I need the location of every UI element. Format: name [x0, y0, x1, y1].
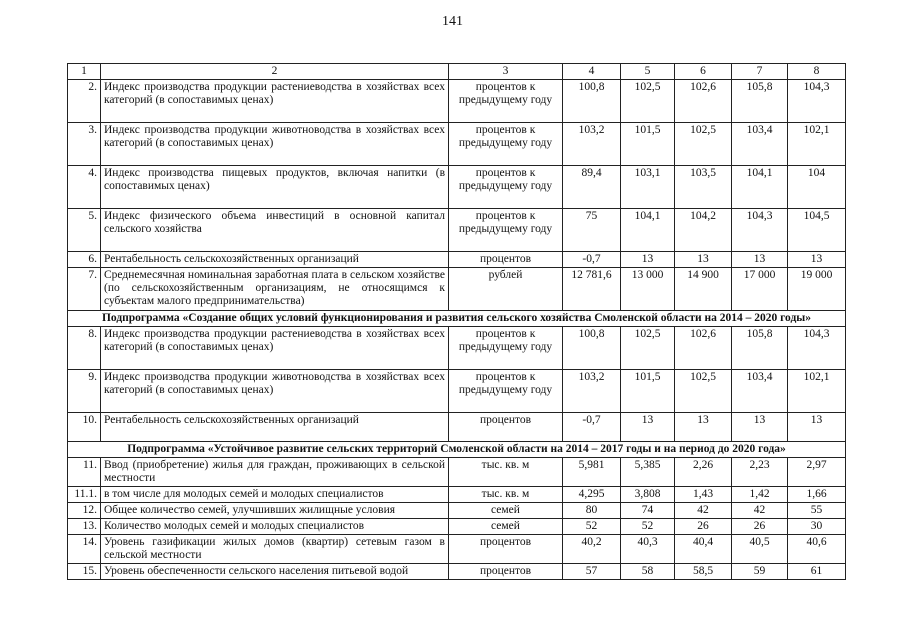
table-row	[68, 209, 846, 252]
page-number: 141	[442, 14, 463, 29]
indicator-value: 13	[621, 252, 675, 268]
indicator-value: 105,8	[732, 327, 788, 370]
indicator-value: 13	[788, 252, 846, 268]
indicator-value: -0,7	[563, 252, 621, 268]
indicator-value: 14 900	[675, 268, 732, 311]
indicator-value: 58,5	[675, 564, 732, 580]
column-header: 2	[101, 64, 449, 80]
row-number: 12.	[68, 503, 101, 519]
indicator-value: 103,4	[732, 370, 788, 413]
indicator-value: 13	[732, 252, 788, 268]
unit-of-measure: процентов	[449, 564, 563, 580]
table-row	[68, 80, 846, 123]
indicator-value: 104,1	[621, 209, 675, 252]
column-header: 8	[788, 64, 846, 80]
row-number: 14.	[68, 535, 101, 564]
row-number: 13.	[68, 519, 101, 535]
row-number: 15.	[68, 564, 101, 580]
subprogram-header-row	[68, 442, 846, 458]
indicator-name: Ввод (приобретение) жилья для граждан, проживающих в сельской местности	[101, 458, 449, 487]
subprogram-title: Подпрограмма «Устойчивое развитие сельских территорий Смоленской области на 2014 – 2017 годы и на период до 2020 года»	[68, 442, 846, 458]
indicator-name: Индекс производства пищевых продуктов, включая напитки (в сопоставимых ценах)	[101, 166, 449, 209]
indicator-value: 103,2	[563, 123, 621, 166]
table-row	[68, 458, 846, 487]
indicator-value: 104,1	[732, 166, 788, 209]
indicator-name: Индекс производства продукции растениеводства в хозяйствах всех категорий (в сопоставимых ценах)	[101, 327, 449, 370]
indicator-value: 104,3	[788, 80, 846, 123]
row-number: 5.	[68, 209, 101, 252]
column-number-header	[68, 64, 846, 80]
indicator-value: 42	[732, 503, 788, 519]
indicator-name: Уровень газификации жилых домов (квартир) сетевым газом в сельской местности	[101, 535, 449, 564]
column-header: 6	[675, 64, 732, 80]
row-number: 10.	[68, 413, 101, 442]
indicator-value: 13	[788, 413, 846, 442]
indicator-value: 5,385	[621, 458, 675, 487]
indicators-group-subprogram-2	[68, 458, 846, 580]
indicator-value: 80	[563, 503, 621, 519]
indicator-value: 101,5	[621, 123, 675, 166]
row-number: 6.	[68, 252, 101, 268]
unit-of-measure: рублей	[449, 268, 563, 311]
table-row	[68, 123, 846, 166]
indicator-name: Индекс производства продукции растениеводства в хозяйствах всех категорий (в сопоставимых ценах)	[101, 80, 449, 123]
indicator-value: 13	[675, 252, 732, 268]
subprogram-header-row	[68, 311, 846, 327]
unit-of-measure: процентов к предыдущему году	[449, 123, 563, 166]
indicators-group-subprogram-1	[68, 327, 846, 442]
table-row	[68, 503, 846, 519]
indicator-value: 102,1	[788, 370, 846, 413]
unit-of-measure: процентов	[449, 413, 563, 442]
indicator-value: 102,1	[788, 123, 846, 166]
row-number: 7.	[68, 268, 101, 311]
indicator-value: 30	[788, 519, 846, 535]
indicator-value: 13	[621, 413, 675, 442]
indicator-value: 104	[788, 166, 846, 209]
indicator-value: 102,5	[675, 370, 732, 413]
indicator-name: Количество молодых семей и молодых специалистов	[101, 519, 449, 535]
indicator-value: 105,8	[732, 80, 788, 123]
unit-of-measure: процентов к предыдущему году	[449, 209, 563, 252]
indicator-value: 5,981	[563, 458, 621, 487]
indicator-value: 3,808	[621, 487, 675, 503]
indicator-value: 104,3	[732, 209, 788, 252]
indicator-value: 59	[732, 564, 788, 580]
column-header: 4	[563, 64, 621, 80]
indicator-value: 1,43	[675, 487, 732, 503]
unit-of-measure: процентов	[449, 252, 563, 268]
indicator-value: 12 781,6	[563, 268, 621, 311]
indicator-value: 102,6	[675, 80, 732, 123]
column-header: 7	[732, 64, 788, 80]
table-row	[68, 487, 846, 503]
indicator-name: Среднемесячная номинальная заработная плата в сельском хозяйстве (по сельскохозяйственным организациям, не относящимся к субъектам малого предпринимательства)	[101, 268, 449, 311]
row-number: 8.	[68, 327, 101, 370]
indicator-value: 102,5	[621, 327, 675, 370]
indicator-name: Индекс производства продукции животноводства в хозяйствах всех категорий (в сопоставимых ценах)	[101, 370, 449, 413]
indicator-value: 1,66	[788, 487, 846, 503]
indicator-value: 42	[675, 503, 732, 519]
subprogram-title: Подпрограмма «Создание общих условий функционирования и развития сельского хозяйства Смоленской области на 2014 – 2020 годы»	[68, 311, 846, 327]
indicator-value: 104,3	[788, 327, 846, 370]
indicator-value: 26	[732, 519, 788, 535]
table-row	[68, 252, 846, 268]
row-number: 11.1.	[68, 487, 101, 503]
indicator-value: 1,42	[732, 487, 788, 503]
indicator-value: 89,4	[563, 166, 621, 209]
indicator-value: 40,2	[563, 535, 621, 564]
indicator-value: 26	[675, 519, 732, 535]
indicators-table	[67, 63, 846, 580]
indicators-group-general	[68, 80, 846, 311]
indicator-value: 40,3	[621, 535, 675, 564]
indicator-value: 58	[621, 564, 675, 580]
unit-of-measure: семей	[449, 519, 563, 535]
table-row	[68, 327, 846, 370]
unit-of-measure: процентов к предыдущему году	[449, 166, 563, 209]
indicator-value: 102,5	[621, 80, 675, 123]
indicator-value: 74	[621, 503, 675, 519]
column-header: 5	[621, 64, 675, 80]
table-row	[68, 535, 846, 564]
indicator-value: 103,1	[621, 166, 675, 209]
row-number: 11.	[68, 458, 101, 487]
indicator-value: 100,8	[563, 327, 621, 370]
indicator-value: 102,6	[675, 327, 732, 370]
indicator-name: в том числе для молодых семей и молодых специалистов	[101, 487, 449, 503]
indicator-name: Индекс физического объема инвестиций в основной капитал сельского хозяйства	[101, 209, 449, 252]
indicator-value: 52	[621, 519, 675, 535]
indicator-value: 100,8	[563, 80, 621, 123]
indicator-value: 2,23	[732, 458, 788, 487]
indicator-value: 104,5	[788, 209, 846, 252]
indicator-value: 40,4	[675, 535, 732, 564]
indicator-value: 13 000	[621, 268, 675, 311]
column-header: 3	[449, 64, 563, 80]
indicator-value: 61	[788, 564, 846, 580]
indicator-value: 2,26	[675, 458, 732, 487]
indicator-value: -0,7	[563, 413, 621, 442]
table-row	[68, 166, 846, 209]
indicator-value: 13	[732, 413, 788, 442]
indicator-value: 103,4	[732, 123, 788, 166]
indicator-value: 101,5	[621, 370, 675, 413]
indicator-value: 19 000	[788, 268, 846, 311]
indicator-name: Общее количество семей, улучшивших жилищные условия	[101, 503, 449, 519]
indicator-value: 103,2	[563, 370, 621, 413]
indicator-value: 13	[675, 413, 732, 442]
unit-of-measure: процентов к предыдущему году	[449, 80, 563, 123]
indicator-value: 40,6	[788, 535, 846, 564]
table-row	[68, 413, 846, 442]
indicator-value: 17 000	[732, 268, 788, 311]
indicator-value: 75	[563, 209, 621, 252]
indicator-value: 52	[563, 519, 621, 535]
indicator-name: Рентабельность сельскохозяйственных организаций	[101, 252, 449, 268]
unit-of-measure: процентов	[449, 535, 563, 564]
indicator-value: 4,295	[563, 487, 621, 503]
indicator-value: 104,2	[675, 209, 732, 252]
table-row	[68, 564, 846, 580]
indicator-name: Индекс производства продукции животноводства в хозяйствах всех категорий (в сопоставимых ценах)	[101, 123, 449, 166]
indicator-value: 55	[788, 503, 846, 519]
unit-of-measure: семей	[449, 503, 563, 519]
unit-of-measure: процентов к предыдущему году	[449, 370, 563, 413]
indicator-value: 103,5	[675, 166, 732, 209]
table-row	[68, 268, 846, 311]
indicator-name: Уровень обеспеченности сельского населения питьевой водой	[101, 564, 449, 580]
row-number: 4.	[68, 166, 101, 209]
row-number: 2.	[68, 80, 101, 123]
indicator-name: Рентабельность сельскохозяйственных организаций	[101, 413, 449, 442]
row-number: 9.	[68, 370, 101, 413]
indicator-value: 40,5	[732, 535, 788, 564]
table-row	[68, 519, 846, 535]
unit-of-measure: тыс. кв. м	[449, 458, 563, 487]
indicator-value: 57	[563, 564, 621, 580]
row-number: 3.	[68, 123, 101, 166]
indicator-value: 2,97	[788, 458, 846, 487]
unit-of-measure: процентов к предыдущему году	[449, 327, 563, 370]
unit-of-measure: тыс. кв. м	[449, 487, 563, 503]
column-header: 1	[68, 64, 101, 80]
indicator-value: 102,5	[675, 123, 732, 166]
table-row	[68, 370, 846, 413]
